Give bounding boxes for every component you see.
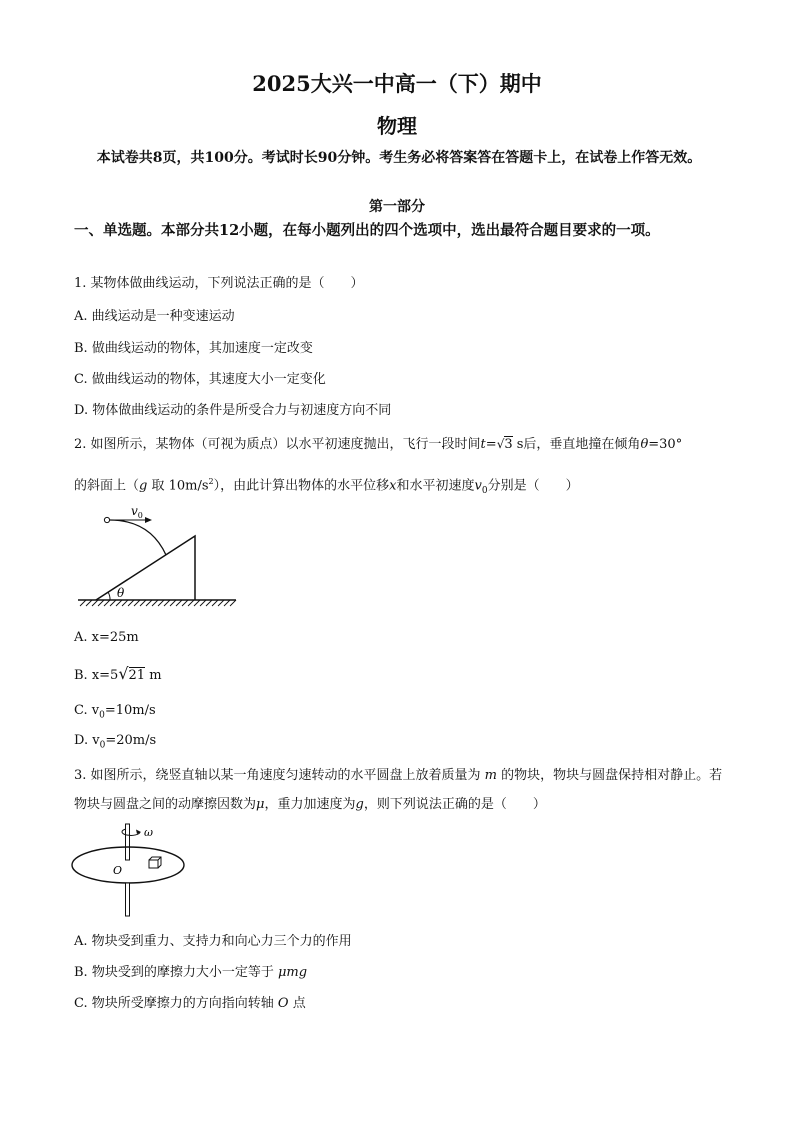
q2-v0-sub: 0 bbox=[481, 485, 488, 496]
q2-stem-text-b1: 的斜面上（ bbox=[74, 478, 140, 494]
q2-stem-text-a: 2. 如图所示，某物体（可视为质点）以水平初速度抛出，飞行一段时间 bbox=[74, 437, 481, 452]
launch-point bbox=[104, 517, 109, 522]
fig-center-label: O bbox=[113, 864, 123, 877]
q2-option-d-post: =20m/s bbox=[105, 733, 157, 748]
q2-g-var: g bbox=[139, 478, 148, 494]
fig-v0-label bbox=[131, 504, 143, 520]
q2-stem-text-b2: 取 10m/s bbox=[147, 478, 209, 494]
shaft-bottom bbox=[126, 883, 130, 916]
angle-arc bbox=[108, 592, 110, 600]
subject-title: 物理 bbox=[377, 114, 417, 138]
q2-theta-val: =30° bbox=[648, 437, 683, 452]
q2-option-b-unit: m bbox=[145, 668, 162, 683]
exam-title: 2025大兴一中高一（下）期中 bbox=[252, 71, 542, 96]
q2-stem-line1 bbox=[74, 433, 682, 456]
q2-t-eq: = bbox=[485, 437, 497, 452]
q3-option-c-post: 点 bbox=[288, 996, 306, 1011]
fig-theta-label: θ bbox=[117, 586, 125, 600]
sqrt-sign: √ bbox=[118, 664, 129, 683]
part-heading: 第一部分 bbox=[369, 199, 425, 215]
q2-option-c-sub: 0 bbox=[99, 710, 105, 721]
q3-option-b-pre: B. 物块受到的摩擦力大小一定等于 bbox=[74, 965, 278, 980]
trajectory-curve bbox=[110, 520, 167, 555]
q2-option-b-pre: B. x=5 bbox=[74, 668, 119, 683]
q1-option-c: C. 做曲线运动的物体，其速度大小一定变化 bbox=[74, 372, 326, 387]
q2-incline-figure bbox=[74, 500, 244, 612]
q1-option-a: A. 曲线运动是一种变速运动 bbox=[74, 309, 235, 324]
q2-stem-text-b4: 和水平初速度 bbox=[396, 478, 475, 494]
q2-option-c bbox=[74, 703, 156, 721]
q1-option-d: D. 物体做曲线运动的条件是所受合力与初速度方向不同 bbox=[74, 403, 392, 418]
q2-x-var: x bbox=[389, 478, 397, 494]
q2-stem-text-b5: 分别是（ ） bbox=[487, 478, 579, 494]
q2-sqrt-arg: 3 bbox=[504, 437, 513, 452]
sqrt-sign: √ bbox=[496, 437, 505, 451]
incline bbox=[96, 536, 195, 600]
q3-stem-text-a: 3. 如图所示，绕竖直轴以某一角速度匀速转动的水平圆盘上放着质量为 bbox=[74, 768, 485, 783]
q2-option-b bbox=[74, 664, 162, 683]
q3-disk-figure bbox=[70, 822, 200, 920]
q3-option-c bbox=[74, 992, 306, 1011]
block bbox=[149, 857, 161, 868]
fig-v0-sub: 0 bbox=[137, 511, 143, 520]
q2-stem-line2 bbox=[74, 471, 579, 502]
fig-omega-label: ω bbox=[144, 826, 153, 839]
q3-stem-text-c: ，重力加速度为 bbox=[264, 797, 356, 812]
v0-arrowhead bbox=[145, 517, 152, 523]
q2-option-c-post: =10m/s bbox=[104, 703, 156, 718]
ground-hatching bbox=[80, 600, 236, 606]
q2-v0-var: v bbox=[474, 478, 482, 494]
q3-option-c-pre: C. 物块所受摩擦力的方向指向转轴 bbox=[74, 996, 278, 1011]
q3-g-var: g bbox=[355, 797, 364, 812]
q2-option-a: A. x=25m bbox=[74, 630, 139, 645]
q2-option-d bbox=[74, 733, 156, 751]
q3-option-c-var: O bbox=[277, 996, 289, 1011]
q3-stem-text-b: 的物块，物块与圆盘保持相对静止。若物块与圆盘之间的动摩擦因数为 bbox=[74, 768, 723, 812]
q2-theta-var: θ bbox=[640, 437, 649, 452]
q2-sup2: 2 bbox=[208, 477, 214, 486]
q2-t-var: t bbox=[480, 437, 486, 452]
q3-option-b-var: μmg bbox=[277, 965, 308, 980]
q2-option-b-radicand: 21 bbox=[128, 668, 146, 683]
fig-v0-letter: v bbox=[131, 504, 138, 518]
q3-m-var: m bbox=[484, 768, 497, 783]
exam-notice: 本试卷共8页，共100分。考试时长90分钟。考生务必将答案答在答题卡上，在试卷上作答无效。 bbox=[96, 150, 702, 166]
q3-stem-text-d: ，则下列说法正确的是（ ） bbox=[363, 797, 546, 812]
q2-option-c-pre: C. v bbox=[74, 703, 100, 718]
rotation-arrowhead bbox=[136, 830, 141, 835]
q3-mu-var: μ bbox=[256, 797, 265, 812]
q2-t-unit: s后，垂直地撞在倾角 bbox=[512, 437, 641, 452]
q3-stem bbox=[74, 761, 724, 819]
q1-stem: 1. 某物体做曲线运动，下列说法正确的是（ ） bbox=[74, 276, 364, 291]
section-heading: 一、单选题。本部分共12小题，在每小题列出的四个选项中，选出最符合题目要求的一项。 bbox=[74, 222, 660, 239]
q2-option-d-pre: D. v bbox=[74, 733, 100, 748]
q2-stem-text-b3: ），由此计算出物体的水平位移 bbox=[213, 478, 390, 494]
q2-option-d-sub: 0 bbox=[99, 740, 106, 751]
q1-option-b: B. 做曲线运动的物体，其加速度一定改变 bbox=[74, 341, 313, 356]
q3-option-b bbox=[74, 961, 307, 980]
q3-option-a: A. 物块受到重力、支持力和向心力三个力的作用 bbox=[74, 934, 352, 949]
